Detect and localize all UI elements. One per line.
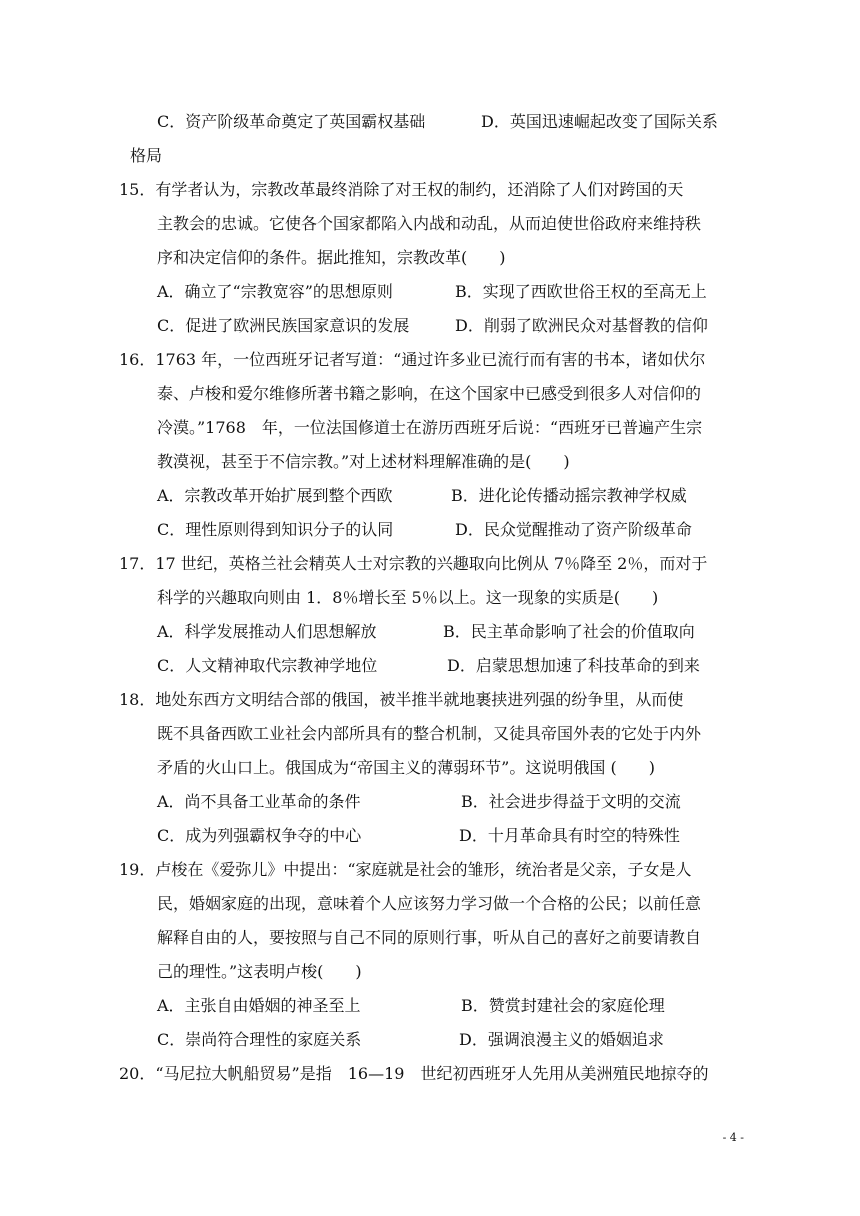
q14-option-c: C．资产阶级革命奠定了英国霸权基础	[157, 112, 426, 131]
q20-stem-line-1: 20．“马尼拉大帆船贸易”是指 16—19 世纪初西班牙人先用从美洲殖民地掠夺的	[119, 1064, 709, 1083]
q18-option-c: C．成为列强霸权争夺的中心	[157, 826, 362, 845]
q19-option-b: B．赞赏封建社会的家庭伦理	[461, 996, 665, 1015]
q15-stem-line-2: 主教会的忠诚。它使各个国家都陷入内战和动乱，从而迫使世俗政府来维持秩	[157, 214, 702, 233]
q18-option-b: B．社会进步得益于文明的交流	[461, 792, 681, 811]
q19-option-a: A．主张自由婚姻的神圣至上	[157, 996, 361, 1015]
q16-option-c: C．理性原则得到知识分子的认同	[157, 520, 394, 539]
q18-stem-line-2: 既不具备西欧工业社会内部所具有的整合机制，又徒具帝国外表的它处于内外	[157, 724, 702, 743]
q19-option-d: D．强调浪漫主义的婚姻追求	[459, 1030, 664, 1049]
q17-option-d: D．启蒙思想加速了科技革命的到来	[447, 656, 700, 675]
q18-stem-line-1: 18．地处东西方文明结合部的俄国，被半推半就地裹挟进列强的纷争里，从而使	[119, 690, 684, 709]
q17-option-c: C．人文精神取代宗教神学地位	[157, 656, 378, 675]
q15-stem-line-1: 15．有学者认为，宗教改革最终消除了对王权的制约，还消除了人们对跨国的天	[119, 180, 684, 199]
q19-stem-line-2: 民，婚姻家庭的出现，意味着个人应该努力学习做一个合格的公民；以前任意	[157, 894, 702, 913]
q17-option-b: B．民主革命影响了社会的价值取向	[443, 622, 695, 641]
page-number: - 4 -	[722, 1131, 744, 1144]
q17-stem-line-2: 科学的兴趣取向则由 1．8％增长至 5％以上。这一现象的实质是( )	[157, 588, 659, 607]
q16-option-d: D．民众觉醒推动了资产阶级革命	[455, 520, 692, 539]
q15-option-b: B．实现了西欧世俗王权的至高无上	[455, 282, 707, 301]
q19-stem-line-3: 解释自由的人，要按照与自己不同的原则行事，听从自己的喜好之前要请教自	[157, 928, 702, 947]
q18-option-d: D．十月革命具有时空的特殊性	[459, 826, 680, 845]
q15-option-c: C．促进了欧洲民族国家意识的发展	[157, 316, 410, 335]
q17-stem-line-1: 17．17 世纪，英格兰社会精英人士对宗教的兴趣取向比例从 7％降至 2％，而对于	[119, 554, 708, 573]
q14-option-d: D．英国迅速崛起改变了国际关系	[481, 112, 718, 131]
q18-stem-line-3: 矛盾的火山口上。俄国成为“帝国主义的薄弱环节”。这说明俄国 ( )	[157, 758, 655, 777]
q15-option-a: A．确立了“宗教宽容”的思想原则	[157, 282, 393, 301]
q19-stem-line-1: 19．卢梭在《爱弥儿》中提出：“家庭就是社会的雏形，统治者是父亲，子女是人	[119, 860, 692, 879]
q16-stem-line-3: 冷漠。”1768 年，一位法国修道士在游历西班牙后说：“西班牙已普遍产生宗	[157, 418, 703, 437]
q15-stem-line-3: 序和决定信仰的条件。据此推知，宗教改革( )	[157, 248, 506, 267]
q19-stem-line-4: 己的理性。”这表明卢梭( )	[157, 962, 362, 981]
q16-option-a: A．宗教改革开始扩展到整个西欧	[157, 486, 393, 505]
q14-option-d-wrap: 格局	[130, 146, 163, 165]
q18-option-a: A．尚不具备工业革命的条件	[157, 792, 361, 811]
q16-option-b: B．进化论传播动摇宗教神学权威	[451, 486, 687, 505]
q17-option-a: A．科学发展推动人们思想解放	[157, 622, 377, 641]
q15-option-d: D．削弱了欧洲民众对基督教的信仰	[455, 316, 708, 335]
q19-option-c: C．崇尚符合理性的家庭关系	[157, 1030, 362, 1049]
q16-stem-line-2: 泰、卢梭和爱尔维修所著书籍之影响，在这个国家中已感受到很多人对信仰的	[157, 384, 702, 403]
q16-stem-line-1: 16．1763 年，一位西班牙记者写道：“通过许多业已流行而有害的书本，诸如伏尔	[119, 350, 706, 369]
q16-stem-line-4: 教漠视，甚至于不信宗教。”对上述材料理解准确的是( )	[157, 452, 570, 471]
